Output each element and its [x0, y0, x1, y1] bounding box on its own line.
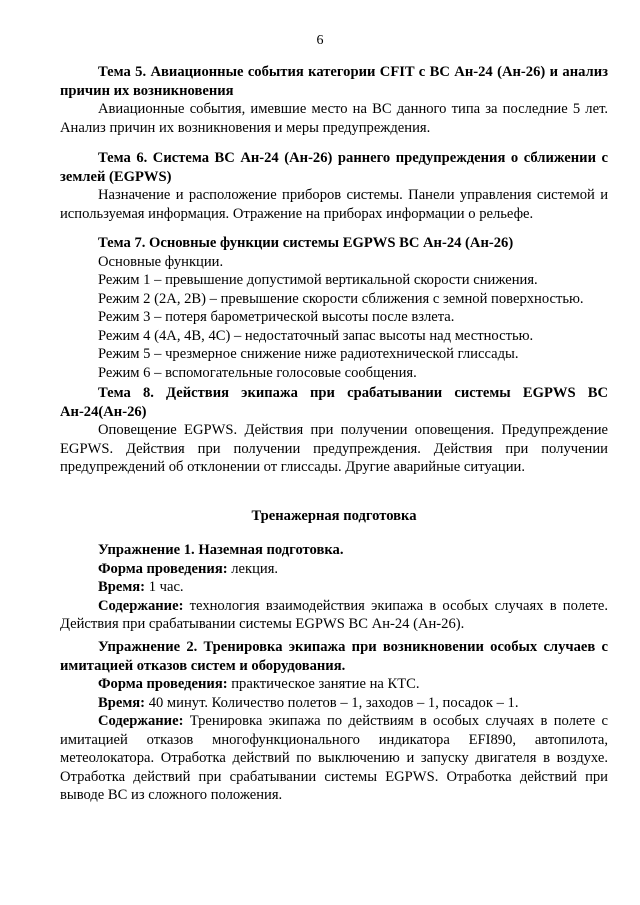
topic-7-line: Режим 2 (2А, 2В) – превышение скорости сближения с земной поверхностью. — [98, 290, 584, 307]
topic-5-body: Авиационные события, имевшие место на ВС данного типа за последние 5 лет. Анализ причин их возникновения и меры предупреждения. — [60, 101, 608, 136]
topic-8-body: Оповещение EGPWS. Действия при получении оповещения. Предупреждение EGPWS. Действия при получении предупреждения. Действия при получении предупреждений об отклонении от глиссады. Другие аварийные ситуации. — [60, 422, 608, 475]
content-label: Содержание: — [98, 713, 184, 729]
exercise-2-content-value: Тренировка экипажа по действиям в особых случаях в полете с имитацией отказов многофункционального индикатора EFI890, автопилота, метеолокатора. Отработка действий по выключению и запуску двигателя в воздухе. Отработка действий при срабатывании системы EGPWS. Отработка действий при выводе ВС из сложного положения. — [60, 713, 609, 803]
topic-7-list — [60, 253, 608, 383]
exercise-2-form — [60, 675, 608, 694]
topic-7-line: Режим 4 (4А, 4В, 4С) – недостаточный запас высоты над местностью. — [98, 327, 534, 344]
topic-7-line: Режим 1 – превышение допустимой вертикальной скорости снижения. — [98, 272, 538, 288]
page-number: 6 — [316, 33, 324, 48]
topic-5-title: Тема 5. Авиационные события категории CFIT с ВС Ан-24 (Ан-26) и анализ причин их возникновения — [60, 64, 608, 99]
topic-6-body: Назначение и расположение приборов системы. Панели управления системой и используемая информация. Отражение на приборах информации о рельефе. — [60, 187, 608, 222]
topic-7-line: Режим 6 – вспомогательные голосовые сообщения. — [98, 364, 417, 381]
time-label: Время: — [98, 694, 146, 711]
section-topic-6 — [60, 149, 608, 223]
exercise-2-form-value: практическое занятие на КТС. — [231, 676, 420, 692]
section-topic-7 — [60, 234, 608, 382]
exercise-2-time-value: 40 минут. Количество полетов – 1, заходов – 1, посадок – 1. — [148, 694, 519, 711]
exercise-1-content — [60, 597, 608, 634]
topic-7-line: Режим 5 – чрезмерное снижение ниже радиотехнической глиссады. — [98, 346, 519, 362]
topic-7-line: Основные функции. — [98, 253, 224, 270]
topic-6-title: Тема 6. Система ВС Ан-24 (Ан-26) раннего предупреждения о сближении с землей (EGPWS) — [60, 150, 608, 185]
content-label: Содержание: — [98, 597, 184, 614]
exercise-1-time-value: 1 час. — [148, 579, 184, 595]
time-label: Время: — [98, 579, 146, 595]
training-heading: Тренажерная подготовка — [251, 508, 417, 524]
exercise-1-title: Упражнение 1. Наземная подготовка. — [98, 542, 344, 558]
form-label: Форма проведения: — [98, 560, 228, 577]
section-topic-8 — [60, 384, 608, 477]
exercise-1 — [60, 541, 608, 634]
exercise-2-time — [60, 694, 608, 713]
exercise-2 — [60, 638, 608, 805]
exercise-2-title: Упражнение 2. Тренировка экипажа при возникновении особых случаев с имитацией отказов систем и оборудования. — [60, 639, 608, 674]
topic-7-title: Тема 7. Основные функции системы EGPWS ВС Ан-24 (Ан-26) — [98, 235, 514, 251]
topic-8-title: Тема 8. Действия экипажа при срабатывании системы EGPWS ВС Ан-24(Ан-26) — [60, 385, 608, 420]
exercise-1-form — [60, 560, 608, 579]
exercise-1-time — [60, 578, 608, 597]
form-label: Форма проведения: — [98, 676, 228, 692]
exercise-1-form-value: лекция. — [231, 560, 279, 577]
topic-7-line: Режим 3 – потеря барометрической высоты после взлета. — [98, 309, 455, 325]
section-topic-5 — [60, 63, 608, 137]
exercise-2-content — [60, 712, 608, 805]
exercise-1-content-value: технология взаимодействия экипажа в особых случаях в полете. Действия при срабатывании системы EGPWS ВС Ан-24 (Ан-26). — [60, 597, 608, 632]
